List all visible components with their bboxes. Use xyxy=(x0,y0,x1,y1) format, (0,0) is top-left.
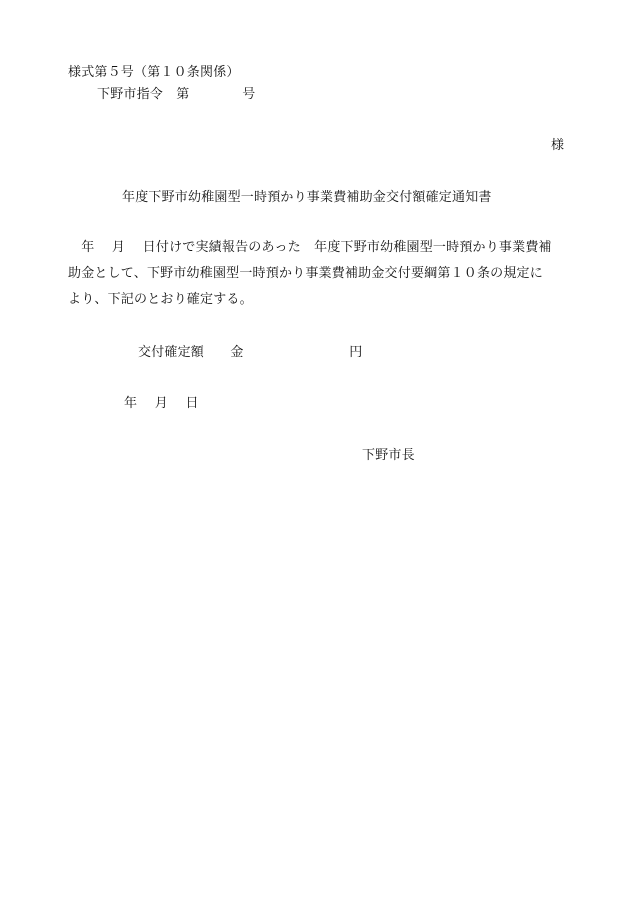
form-number: 様式第５号（第１０条関係） xyxy=(68,65,240,80)
document-title: 年度下野市幼稚園型一時預かり事業費補助金交付額確定通知書 xyxy=(122,190,492,205)
body-line-2: 助金として、下野市幼稚園型一時預かり事業費補助金交付要綱第１０条の規定に xyxy=(68,266,543,281)
addressee-suffix: 様 xyxy=(551,138,565,153)
body-line-1: 年 月 日付けで実績報告のあった 年度下野市幼稚園型一時預かり事業費補 xyxy=(68,240,552,255)
date-line: 年 月 日 xyxy=(124,396,199,411)
body-line-3: より、下記のとおり確定する。 xyxy=(68,292,253,307)
issuer-reference: 下野市指令 第 号 xyxy=(97,87,256,102)
signer-title: 下野市長 xyxy=(362,448,415,463)
confirmed-amount-line: 交付確定額 金 円 xyxy=(138,345,363,360)
